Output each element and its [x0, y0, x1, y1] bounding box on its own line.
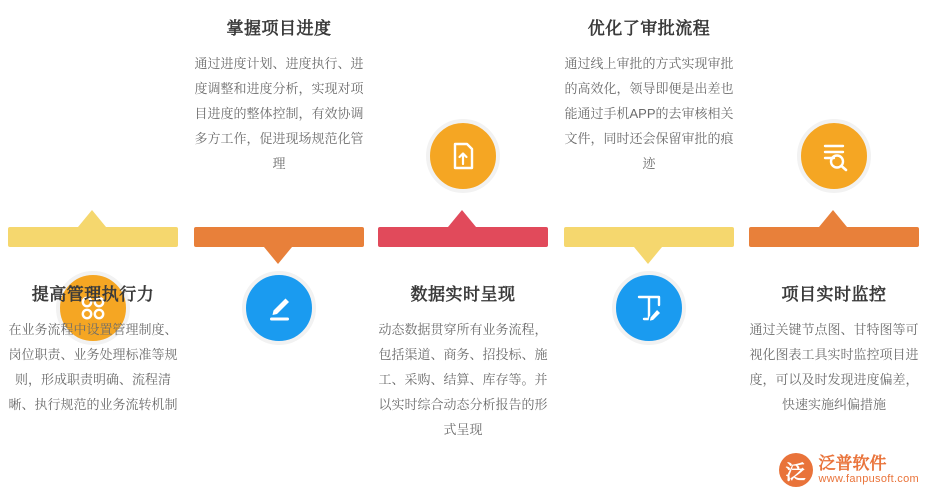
pen-underline-icon: [242, 271, 316, 345]
block-title-3: 数据实时呈现: [410, 285, 516, 304]
diagram-column-5: [741, 0, 927, 493]
block-body-4: 通过线上审批的方式实现审批的高效化，领导即便是出差也能通过手机APP的去审核相关文件，同时还会保留审批的痕迹: [564, 56, 734, 171]
block-body-5: 通过关键节点图、甘特图等可视化图表工具实时监控项目进度，可以及时发现进度偏差，快速实施纠偏措施: [749, 322, 919, 412]
arrow-up-1: [78, 210, 106, 227]
arrow-down-2: [264, 247, 292, 264]
block-title-4: 优化了审批流程: [587, 19, 711, 38]
text-block-2: [186, 14, 372, 176]
icon-container-2: [242, 271, 316, 345]
icon-container-5: [797, 119, 871, 193]
arrow-up-5: [819, 210, 847, 227]
watermark-logo-icon: 泛: [779, 453, 813, 487]
text-block-3: [370, 280, 556, 442]
block-title-5: 项目实时监控: [781, 285, 887, 304]
text-block-4: [556, 14, 742, 176]
watermark-brand-name: 泛普软件: [818, 453, 887, 473]
connector-bar-5: [749, 227, 919, 247]
connector-bar-3: [378, 227, 548, 247]
arrow-up-3: [448, 210, 476, 227]
connector-bar-4: [564, 227, 734, 247]
diagram-column-4: [556, 0, 742, 493]
text-block-5: [741, 280, 927, 417]
watermark-text: [819, 455, 919, 486]
block-body-2: 通过进度计划、进度执行、进度调整和进度分析，实现对项目进度的整体控制，有效协调多方工作，促进现场规范化管理: [194, 56, 364, 171]
connector-bar-2: [194, 227, 364, 247]
watermark: [779, 453, 919, 487]
arrow-down-4: [634, 247, 662, 264]
block-title-1: 提高管理执行力: [31, 285, 155, 304]
block-title-2: 掌握项目进度: [226, 19, 332, 38]
text-edit-icon: [612, 271, 686, 345]
watermark-url: www.fanpusoft.com: [818, 473, 919, 486]
block-body-3: 动态数据贯穿所有业务流程，包括渠道、商务、招投标、施工、采购、结算、库存等。并以实时综合动态分析报告的形式呈现: [378, 322, 548, 437]
diagram-column-1: [0, 0, 186, 493]
icon-container-3: [426, 119, 500, 193]
document-upload-icon: [426, 119, 500, 193]
icon-container-4: [612, 271, 686, 345]
diagram-column-3: [370, 0, 556, 493]
connector-bar-1: [8, 227, 178, 247]
block-body-1: 在业务流程中设置管理制度、岗位职责、业务处理标准等规则，形成职责明确、流程清晰、执行规范的业务流转机制: [8, 322, 178, 412]
diagram-column-2: [186, 0, 372, 493]
text-block-1: [0, 280, 186, 417]
document-search-icon: [797, 119, 871, 193]
